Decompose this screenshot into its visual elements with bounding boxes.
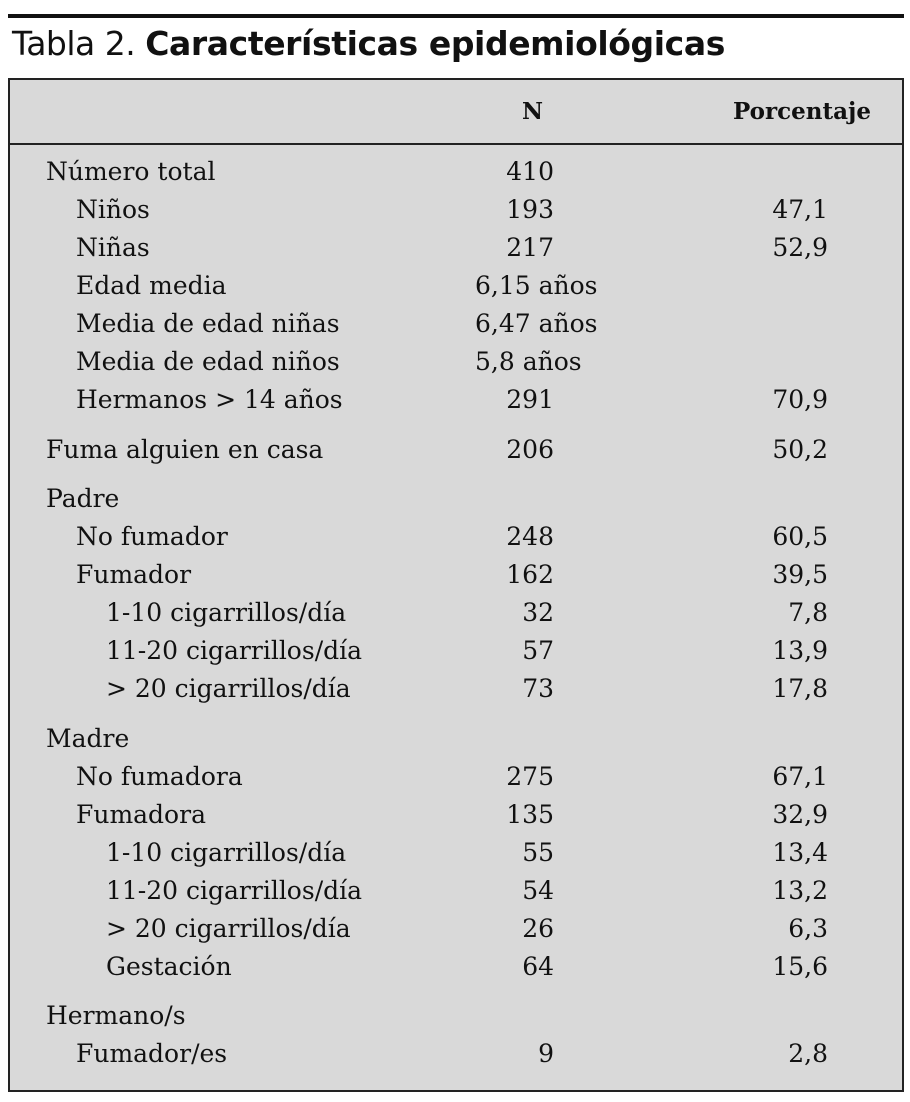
row-label: 1-10 cigarrillos/día (106, 838, 347, 867)
row-label: Hermanos > 14 años (76, 385, 343, 414)
row-percent: 67,1 (772, 762, 828, 791)
row-n: 206 (506, 435, 554, 464)
row-n: 248 (506, 522, 554, 551)
table-row (10, 872, 902, 910)
row-n: 162 (506, 560, 554, 589)
row-n: 275 (506, 762, 554, 791)
row-n: 54 (522, 876, 554, 905)
row-percent: 39,5 (772, 560, 828, 589)
row-n: 73 (522, 674, 554, 703)
row-percent: 47,1 (772, 195, 828, 224)
row-percent: 60,5 (772, 522, 828, 551)
table-row (10, 267, 902, 305)
row-label: Madre (46, 724, 130, 753)
row-percent: 52,9 (772, 233, 828, 262)
table-row (10, 305, 902, 343)
row-label: Gestación (106, 952, 232, 981)
row-percent: 13,2 (772, 876, 828, 905)
row-percent: 13,9 (772, 636, 828, 665)
row-label: No fumadora (76, 762, 243, 791)
row-label: Fuma alguien en casa (46, 435, 324, 464)
table-row (10, 834, 902, 872)
row-n: 217 (506, 233, 554, 262)
row-label: Niños (76, 195, 150, 224)
table-row (10, 948, 902, 986)
row-percent: 17,8 (772, 674, 828, 703)
caption-title: Características epidemiológicas (145, 24, 725, 63)
row-n: 26 (522, 914, 554, 943)
table-row (10, 431, 902, 469)
row-percent: 2,8 (788, 1039, 828, 1068)
row-n: 410 (506, 157, 554, 186)
table-row (10, 343, 902, 381)
row-label: > 20 cigarrillos/día (106, 674, 351, 703)
table-row (10, 997, 902, 1035)
row-n: 55 (522, 838, 554, 867)
table-row (10, 796, 902, 834)
row-percent: 6,3 (788, 914, 828, 943)
caption-prefix: Tabla 2. (12, 24, 136, 63)
row-n: 6,15 años (475, 271, 598, 300)
table-row (10, 1035, 902, 1073)
row-label: Número total (46, 157, 216, 186)
row-label: Niñas (76, 233, 150, 262)
row-n: 135 (506, 800, 554, 829)
table-row (10, 910, 902, 948)
table-caption (12, 22, 725, 66)
table-row (10, 556, 902, 594)
epidemiology-table (8, 78, 904, 1092)
table-row (10, 229, 902, 267)
table-row (10, 480, 902, 518)
row-label: 11-20 cigarrillos/día (106, 876, 363, 905)
row-label: No fumador (76, 522, 228, 551)
row-percent: 13,4 (772, 838, 828, 867)
table-row (10, 381, 902, 419)
row-label: 1-10 cigarrillos/día (106, 598, 347, 627)
row-n: 6,47 años (475, 309, 598, 338)
row-label: Fumador (76, 560, 192, 589)
row-percent: 15,6 (772, 952, 828, 981)
row-n: 9 (538, 1039, 554, 1068)
row-percent: 7,8 (788, 598, 828, 627)
row-label: Fumadora (76, 800, 206, 829)
row-n: 193 (506, 195, 554, 224)
table-row (10, 191, 902, 229)
row-n: 57 (522, 636, 554, 665)
row-n: 291 (506, 385, 554, 414)
table-row (10, 153, 902, 191)
row-label: Media de edad niños (76, 347, 340, 376)
header-n: N (522, 98, 544, 125)
row-n: 5,8 años (475, 347, 582, 376)
table-header (10, 80, 902, 145)
table-row (10, 670, 902, 708)
row-label: Edad media (76, 271, 227, 300)
row-n: 32 (522, 598, 554, 627)
table-row (10, 720, 902, 758)
row-label: Media de edad niñas (76, 309, 340, 338)
row-label: Hermano/s (46, 1001, 186, 1030)
row-label: > 20 cigarrillos/día (106, 914, 351, 943)
table-row (10, 758, 902, 796)
top-rule (8, 14, 904, 18)
table-row (10, 518, 902, 556)
row-percent: 32,9 (772, 800, 828, 829)
table-row (10, 594, 902, 632)
row-label: Padre (46, 484, 120, 513)
table-row (10, 632, 902, 670)
row-label: Fumador/es (76, 1039, 228, 1068)
header-percent: Porcentaje (733, 98, 871, 125)
row-percent: 50,2 (772, 435, 828, 464)
row-label: 11-20 cigarrillos/día (106, 636, 363, 665)
row-percent: 70,9 (772, 385, 828, 414)
row-n: 64 (522, 952, 554, 981)
